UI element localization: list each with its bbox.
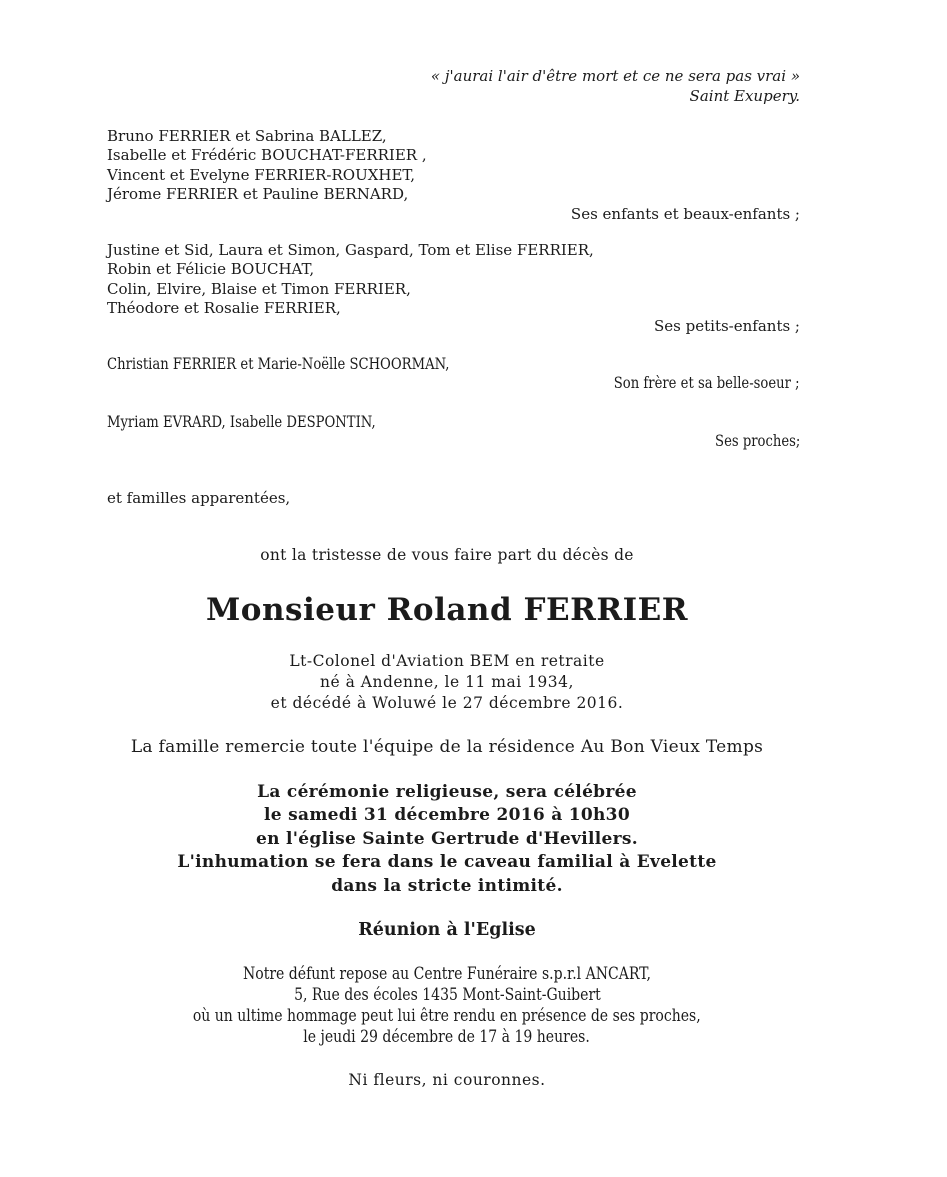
family-name-line: Bruno FERRIER et Sabrina BALLEZ, bbox=[107, 127, 387, 145]
ceremony-details bbox=[94, 781, 800, 898]
grandchildren-relation-label bbox=[94, 317, 800, 336]
children-relation-label bbox=[94, 205, 800, 224]
family-name-line: et familles apparentées, bbox=[107, 489, 291, 507]
family-name-line: Isabelle et Frédéric BOUCHAT-FERRIER , bbox=[107, 146, 427, 165]
visitation-line: Notre défunt repose au Centre Funéraire s.p.r.l ANCART, bbox=[243, 964, 651, 983]
visitation-line: le jeudi 29 décembre de 17 à 19 heures. bbox=[303, 1027, 591, 1046]
relation-label: Ses petits-enfants ; bbox=[654, 317, 800, 335]
deceased-birth-line: né à Andenne, le 11 mai 1934, bbox=[320, 673, 574, 691]
reunion-text: Réunion à l'Eglise bbox=[358, 920, 536, 940]
family-name-line: Jérome FERRIER et Pauline BERNARD, bbox=[107, 184, 409, 203]
relation-label: Ses enfants et beaux-enfants ; bbox=[570, 205, 800, 223]
announcement-line bbox=[94, 546, 800, 565]
flowers-line bbox=[94, 1070, 800, 1090]
ceremony-line: La cérémonie religieuse, sera célébrée bbox=[257, 782, 637, 802]
siblings-names bbox=[94, 355, 800, 374]
grandchildren-names bbox=[94, 241, 800, 318]
visitation-line: 5, Rue des écoles 1435 Mont-Saint-Guibert bbox=[293, 985, 601, 1004]
ceremony-line: le samedi 31 décembre 2016 à 10h30 bbox=[264, 805, 630, 826]
ceremony-line: L'inhumation se fera dans le caveau familial à Evelette bbox=[177, 852, 717, 873]
visitation-details bbox=[94, 963, 800, 1047]
siblings-relation-label bbox=[94, 374, 800, 393]
family-name-line: Robin et Félicie BOUCHAT, bbox=[107, 260, 315, 279]
relation-label: Ses proches; bbox=[714, 432, 800, 450]
epigraph bbox=[94, 66, 800, 106]
close-ones-names bbox=[94, 413, 800, 432]
ceremony-line: dans la stricte intimité. bbox=[331, 875, 563, 896]
deceased-name: Monsieur Roland FERRIER bbox=[205, 592, 688, 628]
ceremony-line: en l'église Sainte Gertrude d'Hevillers. bbox=[256, 828, 638, 849]
related-families-line bbox=[94, 489, 800, 508]
announcement-text: ont la tristesse de vous faire part du décès de bbox=[260, 546, 634, 564]
thanks-line bbox=[94, 736, 800, 758]
family-name-line: Colin, Elvire, Blaise et Timon FERRIER, bbox=[107, 279, 411, 298]
close-ones-relation-label bbox=[94, 432, 800, 451]
family-name-line: Myriam EVRARD, Isabelle DESPONTIN, bbox=[107, 413, 376, 431]
quote-author: Saint Exupery. bbox=[689, 87, 800, 105]
family-name-line: Christian FERRIER et Marie-Noëlle SCHOORMAN, bbox=[107, 355, 450, 373]
thanks-text: La famille remercie toute l'équipe de la résidence Au Bon Vieux Temps bbox=[130, 737, 764, 757]
deceased-title-line: Lt-Colonel d'Aviation BEM en retraite bbox=[289, 652, 605, 670]
relation-label: Son frère et sa belle-soeur ; bbox=[614, 374, 800, 392]
deceased-details bbox=[94, 651, 800, 714]
family-name-line: Vincent et Evelyne FERRIER-ROUXHET, bbox=[107, 165, 416, 184]
family-name-line: Justine et Sid, Laura et Simon, Gaspard, Tom et Elise FERRIER, bbox=[107, 241, 594, 259]
visitation-line: où un ultime hommage peut lui être rendu en présence de ses proches, bbox=[193, 1006, 701, 1025]
quote-text: « j'aurai l'air d'être mort et ce ne sera pas vrai » bbox=[430, 67, 800, 85]
deceased-death-line: et décédé à Woluwé le 27 décembre 2016. bbox=[270, 694, 624, 712]
children-names bbox=[94, 127, 800, 204]
family-name-line: Théodore et Rosalie FERRIER, bbox=[107, 298, 341, 317]
reunion-line bbox=[94, 918, 800, 942]
flowers-text: Ni fleurs, ni couronnes. bbox=[348, 1071, 546, 1089]
